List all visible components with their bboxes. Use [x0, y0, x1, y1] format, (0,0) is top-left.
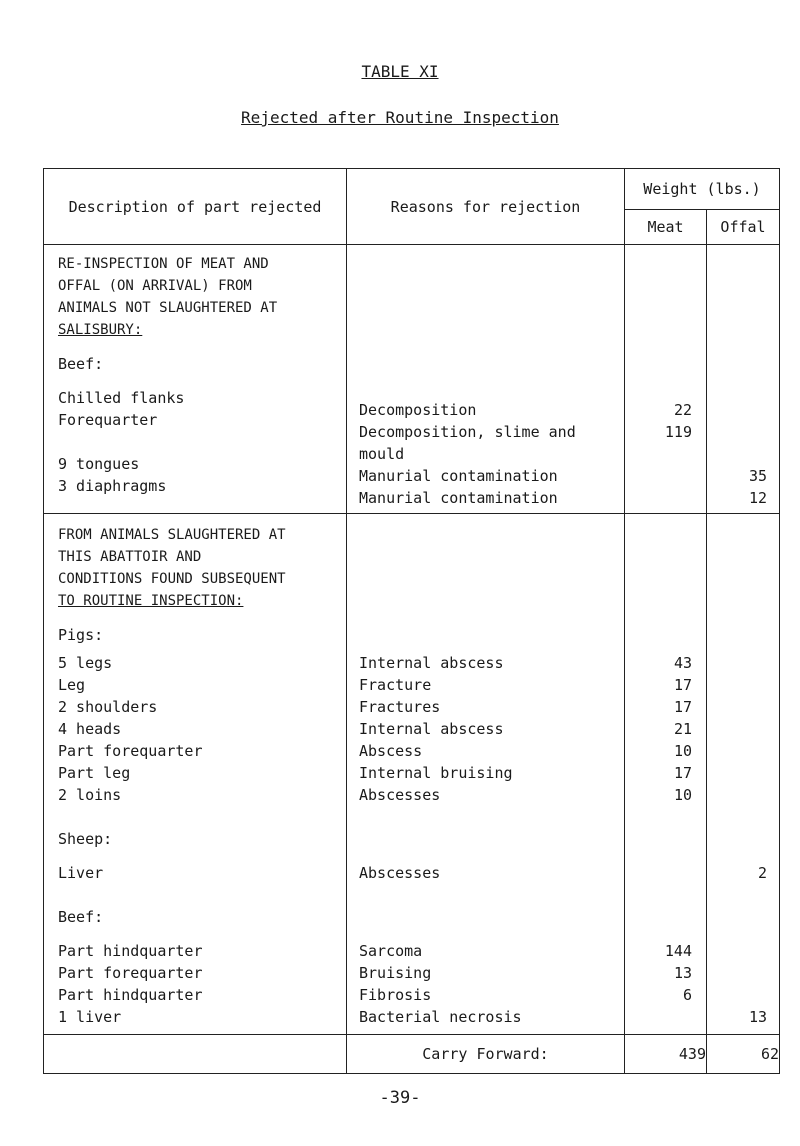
carry-empty-cell — [44, 1035, 347, 1074]
header-meat: Meat — [625, 210, 707, 245]
row-meat: 21 — [673, 720, 692, 738]
section2-heading-line: FROM ANIMALS SLAUGHTERED AT — [58, 527, 286, 543]
header-offal: Offal — [707, 210, 780, 245]
row-offal — [707, 421, 767, 443]
table-title: TABLE XI — [361, 62, 439, 81]
row-desc: Chilled flanks — [58, 389, 185, 407]
row-reason: Internal abscess — [359, 654, 504, 672]
row-meat — [625, 465, 692, 487]
section2-heading-line: CONDITIONS FOUND SUBSEQUENT — [58, 571, 286, 587]
table-subtitle: Rejected after Routine Inspection — [241, 108, 559, 127]
row-meat: 10 — [673, 786, 692, 804]
row-desc: 5 legs — [58, 654, 113, 672]
pigs-label: Pigs: — [58, 626, 104, 644]
page-number: -39- — [379, 1088, 421, 1108]
row-meat: 17 — [673, 698, 692, 716]
beef-label: Beef: — [58, 355, 104, 373]
row-desc: 2 shoulders — [58, 698, 158, 716]
section-reinspection — [44, 245, 780, 514]
carry-forward-label: Carry Forward: — [347, 1035, 625, 1074]
row-desc: Part forequarter — [58, 964, 203, 982]
row-reason: Bacterial necrosis — [359, 1008, 522, 1026]
row-offal — [707, 984, 767, 1006]
row-reason: Decomposition, slime and — [359, 423, 576, 441]
row-offal: 13 — [748, 1008, 767, 1026]
row-desc: Forequarter — [58, 411, 158, 429]
row-reason: Manurial contamination — [359, 467, 558, 485]
row-offal — [707, 718, 767, 740]
row-reason: Internal bruising — [359, 764, 513, 782]
row-offal — [707, 762, 767, 784]
row-meat: 10 — [673, 742, 692, 760]
row-desc: 9 tongues — [58, 455, 140, 473]
row-offal: 12 — [748, 489, 767, 507]
row-desc: Leg — [58, 676, 86, 694]
row-offal — [707, 443, 767, 465]
section1-heading-line: OFFAL (ON ARRIVAL) FROM — [58, 278, 252, 294]
row-meat — [625, 487, 692, 509]
row-meat — [625, 862, 692, 884]
row-reason: Fractures — [359, 698, 441, 716]
row-offal — [707, 652, 767, 674]
section1-heading-line: ANIMALS NOT SLAUGHTERED AT — [58, 300, 278, 316]
row-offal — [707, 740, 767, 762]
row-reason: Abscesses — [359, 864, 441, 882]
row-desc: 2 loins — [58, 786, 122, 804]
row-meat: 17 — [673, 676, 692, 694]
sheep-label: Sheep: — [58, 830, 113, 848]
row-offal — [707, 399, 767, 421]
beef-label: Beef: — [58, 908, 104, 926]
row-reason: Abscess — [359, 742, 423, 760]
section-abattoir — [44, 514, 780, 1035]
row-desc: Liver — [58, 864, 104, 882]
row-reason: Abscesses — [359, 786, 441, 804]
header-weight: Weight (lbs.) — [625, 169, 780, 210]
row-meat: 119 — [664, 423, 692, 441]
row-meat: 6 — [682, 986, 692, 1004]
row-offal — [707, 784, 767, 806]
row-meat — [625, 1006, 692, 1028]
section2-heading-line: TO ROUTINE INSPECTION: — [58, 593, 244, 609]
row-desc: 1 liver — [58, 1008, 122, 1026]
row-offal: 35 — [748, 467, 767, 485]
row-reason: Decomposition — [359, 401, 477, 419]
rejection-table — [43, 168, 780, 1074]
section1-heading-line: RE-INSPECTION OF MEAT AND — [58, 256, 269, 272]
row-reason: mould — [359, 445, 405, 463]
row-reason: Sarcoma — [359, 942, 423, 960]
row-offal — [707, 962, 767, 984]
row-reason: Manurial contamination — [359, 489, 558, 507]
section2-heading-line: THIS ABATTOIR AND — [58, 549, 202, 565]
row-offal — [707, 696, 767, 718]
row-desc: Part leg — [58, 764, 131, 782]
row-desc — [58, 431, 346, 453]
row-reason: Bruising — [359, 964, 432, 982]
row-meat — [625, 443, 692, 465]
carry-forward-meat: 439 — [625, 1035, 707, 1074]
header-description: Description of part rejected — [44, 169, 347, 245]
header-reasons: Reasons for rejection — [347, 169, 625, 245]
row-reason: Fracture — [359, 676, 432, 694]
row-reason: Fibrosis — [359, 986, 432, 1004]
row-desc: Part hindquarter — [58, 942, 203, 960]
row-offal: 2 — [757, 864, 767, 882]
row-meat: 43 — [673, 654, 692, 672]
row-desc: 3 diaphragms — [58, 477, 167, 495]
row-meat: 144 — [664, 942, 692, 960]
carry-forward-offal: 62 — [707, 1035, 780, 1074]
row-desc: Part hindquarter — [58, 986, 203, 1004]
row-offal — [707, 674, 767, 696]
row-desc: 4 heads — [58, 720, 122, 738]
row-meat: 22 — [673, 401, 692, 419]
row-desc: Part forequarter — [58, 742, 203, 760]
row-reason: Internal abscess — [359, 720, 504, 738]
row-offal — [707, 940, 767, 962]
carry-forward-row — [44, 1035, 780, 1074]
row-meat: 17 — [673, 764, 692, 782]
section1-heading-line: SALISBURY: — [58, 322, 143, 338]
row-meat: 13 — [673, 964, 692, 982]
